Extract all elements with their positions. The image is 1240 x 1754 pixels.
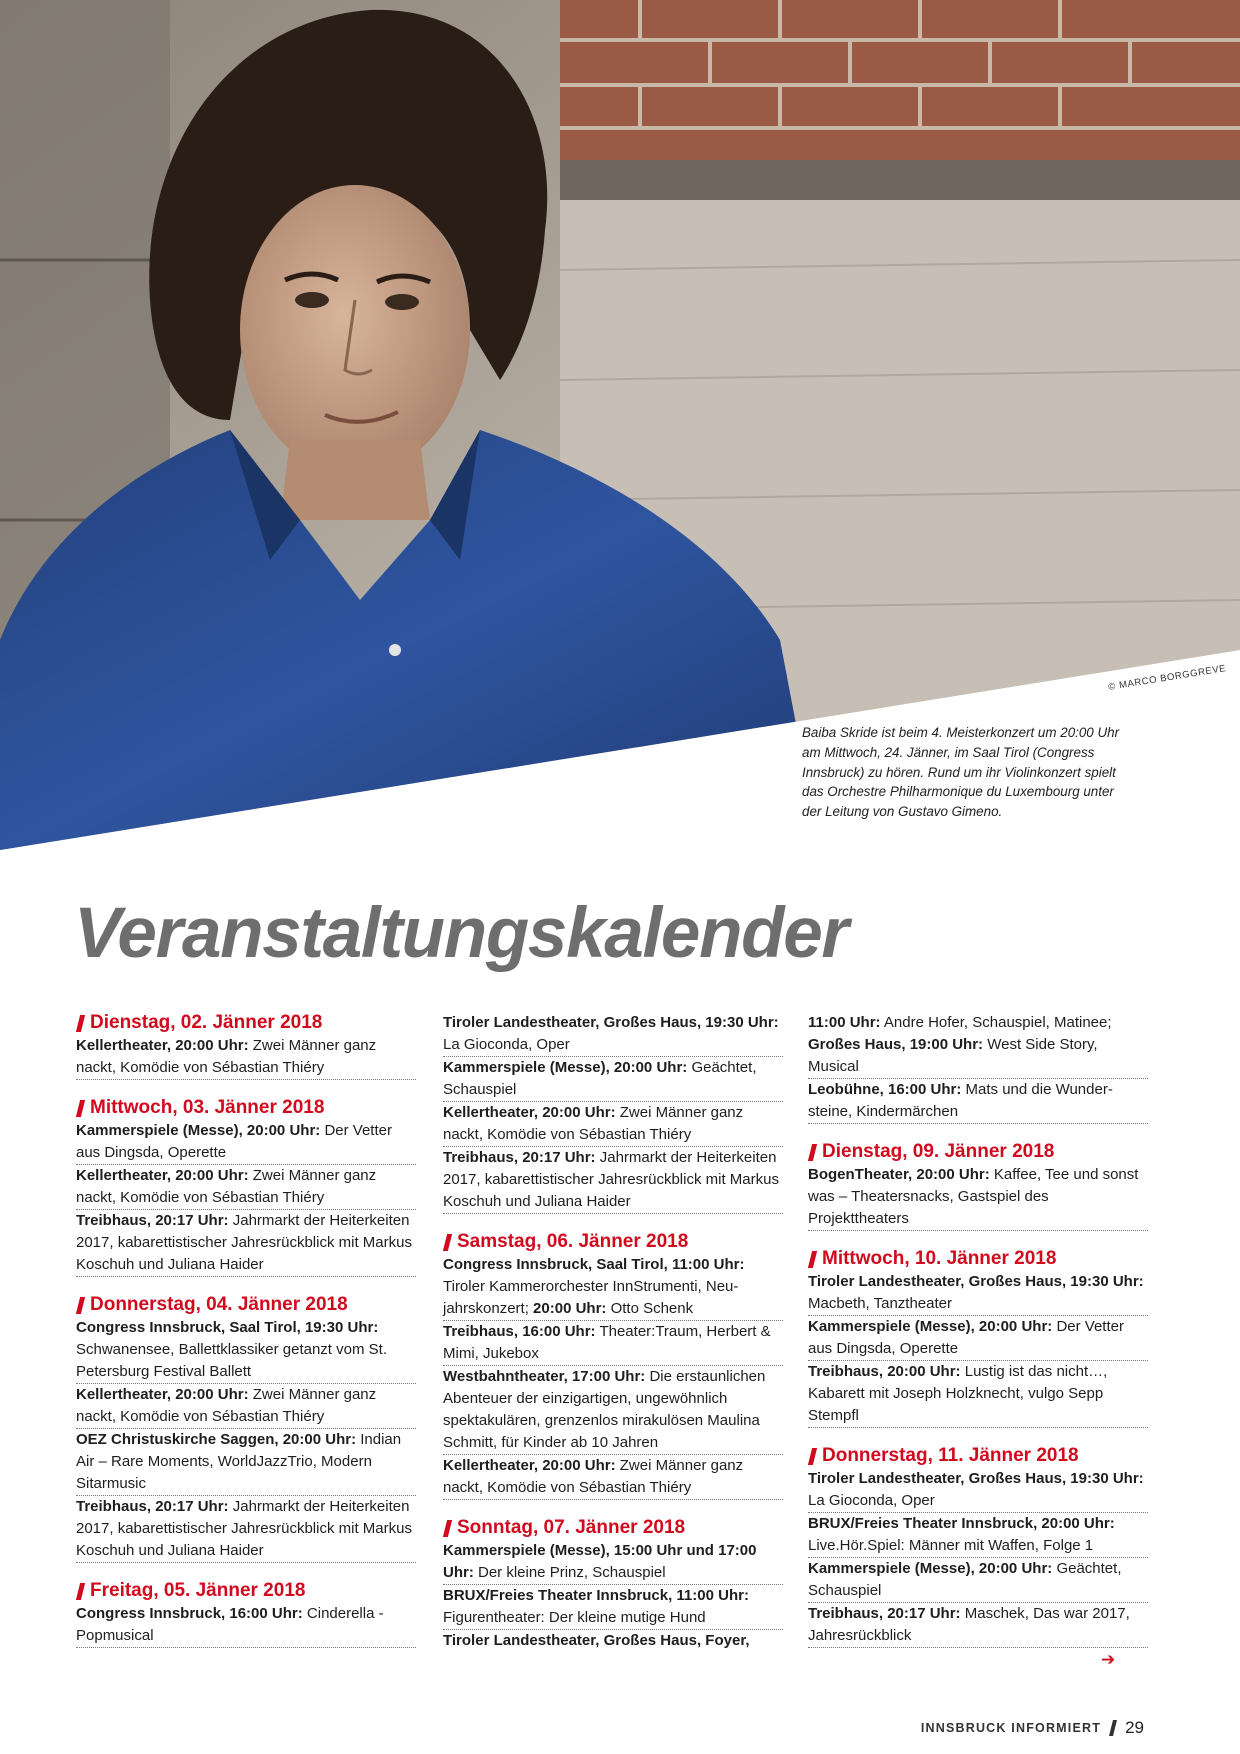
event-entry: Kellertheater, 20:00 Uhr: Zwei Männer ganz nackt, Komödie von Sébastian Thiéry xyxy=(443,1455,783,1500)
event-entry: BRUX/Freies Theater Innsbruck, 20:00 Uhr: Live.Hör.Spiel: Männer mit Waffen, Folge 1 xyxy=(808,1513,1148,1558)
event-entry: Kammerspiele (Messe), 20:00 Uhr: Geächtet, Schauspiel xyxy=(443,1057,783,1102)
day-heading: Samstag, 06. Jänner 2018 xyxy=(443,1230,783,1254)
slash-icon xyxy=(76,1100,85,1117)
calendar-column-1 xyxy=(76,1011,416,1664)
day-block xyxy=(808,1247,1148,1428)
event-entry: Kellertheater, 20:00 Uhr: Zwei Männer ganz nackt, Komödie von Sébastian Thiéry xyxy=(76,1384,416,1429)
slash-icon xyxy=(1109,1720,1117,1736)
event-entry: Treibhaus, 20:17 Uhr: Maschek, Das war 2017, Jahresrückblick xyxy=(808,1603,1148,1648)
event-entry: Congress Innsbruck, Saal Tirol, 11:00 Uhr: Tiroler Kammerorchester InnStrumenti, Neujahrskonzert; 20:00 Uhr: Otto Schenk xyxy=(443,1254,783,1321)
day-block xyxy=(76,1096,416,1277)
slash-icon xyxy=(443,1234,452,1251)
event-entry: Westbahntheater, 17:00 Uhr: Die erstaunlichen Abenteuer der einzigartigen, ungewöhnlich spektakulären, grenzenlos mirakulösen Maulina Schmitt, für Kinder ab 10 Jahren xyxy=(443,1366,783,1455)
slash-icon xyxy=(808,1144,817,1161)
page-footer xyxy=(921,1718,1144,1738)
event-entry: Treibhaus, 16:00 Uhr: Theater:Traum, Herbert & Mimi, Jukebox xyxy=(443,1321,783,1366)
event-entry: Tiroler Landestheater, Großes Haus, 19:30 Uhr: La Gioconda, Oper xyxy=(808,1468,1148,1513)
publication-name: INNSBRUCK INFORMIERT xyxy=(920,1721,1102,1735)
event-entry: Tiroler Landestheater, Großes Haus, 19:30 Uhr: Macbeth, Tanztheater xyxy=(808,1271,1148,1316)
day-block xyxy=(443,1516,783,1652)
event-entry: Leobühne, 16:00 Uhr: Mats und die Wundersteine, Kindermärchen xyxy=(808,1079,1148,1124)
day-heading: Dienstag, 09. Jänner 2018 xyxy=(808,1140,1148,1164)
event-entry: Kammerspiele (Messe), 20:00 Uhr: Geächtet, Schauspiel xyxy=(808,1558,1148,1603)
day-block xyxy=(76,1579,416,1648)
event-entry: Kellertheater, 20:00 Uhr: Zwei Männer ganz nackt, Komödie von Sébastian Thiéry xyxy=(76,1165,416,1210)
slash-icon xyxy=(808,1251,817,1268)
event-entry: Treibhaus, 20:00 Uhr: Lustig ist das nicht…, Kabarett mit Joseph Holzknecht, vulgo Sepp Stempfl xyxy=(808,1361,1148,1428)
event-entry: Tiroler Landestheater, Großes Haus, Foyer, xyxy=(443,1632,750,1649)
day-heading: Freitag, 05. Jänner 2018 xyxy=(76,1579,416,1603)
day-block xyxy=(76,1011,416,1080)
event-entry: Congress Innsbruck, 16:00 Uhr: Cinderella - Popmusical xyxy=(76,1603,416,1648)
calendar-column-3 xyxy=(808,1012,1148,1664)
event-entry: Treibhaus, 20:17 Uhr: Jahrmarkt der Heiterkeiten 2017, kabarettistischer Jahresrückblick mit Markus Koschuh und Juliana Haider xyxy=(76,1210,416,1277)
slash-icon xyxy=(808,1448,817,1465)
event-entry: Tiroler Landestheater, Großes Haus, 19:30 Uhr: La Gioconda, Oper xyxy=(443,1012,783,1057)
event-entry: Kellertheater, 20:00 Uhr: Zwei Männer ganz nackt, Komödie von Sébastian Thiéry xyxy=(76,1035,416,1080)
event-entry: Treibhaus, 20:17 Uhr: Jahrmarkt der Heiterkeiten 2017, kabarettistischer Jahresrückblick mit Markus Koschuh und Juliana Haider xyxy=(76,1496,416,1563)
day-block-continued xyxy=(443,1012,783,1214)
slash-icon xyxy=(443,1520,452,1537)
event-entry: 11:00 Uhr: Andre Hofer, Schauspiel, Matinee; Großes Haus, 19:00 Uhr: West Side Story, Musical xyxy=(808,1012,1148,1079)
day-heading: Mittwoch, 03. Jänner 2018 xyxy=(76,1096,416,1120)
day-block-continued xyxy=(808,1012,1148,1124)
event-entry: Kammerspiele (Messe), 20:00 Uhr: Der Vetter aus Dingsda, Operette xyxy=(76,1120,416,1165)
photo-credit: © MARCO BORGGREVE xyxy=(1107,663,1227,693)
photo-caption: Baiba Skride ist beim 4. Meisterkonzert um 20:00 Uhr am Mittwoch, 24. Jänner, im Saal Tirol (Congress Innsbruck) zu hören. Rund um ihr Violinkonzert spielt das Orchestre Philharmonique du Luxembourg unter der Leitung von Gustavo Gimeno. xyxy=(802,725,1120,820)
day-heading: Mittwoch, 10. Jänner 2018 xyxy=(808,1247,1148,1271)
event-entry: OEZ Christuskirche Saggen, 20:00 Uhr: Indian Air – Rare Moments, WorldJazzTrio, Modern Sitarmusic xyxy=(76,1429,416,1496)
page-number: 29 xyxy=(1125,1718,1144,1737)
page-title: Veranstaltungskalender xyxy=(74,894,848,973)
slash-icon xyxy=(76,1297,85,1314)
event-entry: Treibhaus, 20:17 Uhr: Jahrmarkt der Heiterkeiten 2017, kabarettistischer Jahresrückblick mit Markus Koschuh und Juliana Haider xyxy=(443,1147,783,1214)
day-block xyxy=(76,1293,416,1563)
event-entry: BogenTheater, 20:00 Uhr: Kaffee, Tee und sonst was – Theatersnacks, Gastspiel des Projekttheaters xyxy=(808,1164,1148,1231)
event-entry: Kellertheater, 20:00 Uhr: Zwei Männer ganz nackt, Komödie von Sébastian Thiéry xyxy=(443,1102,783,1147)
day-block xyxy=(808,1444,1148,1648)
day-block xyxy=(808,1140,1148,1231)
event-entry: BRUX/Freies Theater Innsbruck, 11:00 Uhr: Figurentheater: Der kleine mutige Hund xyxy=(443,1585,783,1630)
continue-arrow-icon: ➔ xyxy=(1101,1650,1116,1669)
slash-icon xyxy=(76,1015,85,1032)
day-block xyxy=(443,1230,783,1500)
event-entry: Kammerspiele (Messe), 20:00 Uhr: Der Vetter aus Dingsda, Operette xyxy=(808,1316,1148,1361)
event-entry: Kammerspiele (Messe), 15:00 Uhr und 17:00 Uhr: Der kleine Prinz, Schauspiel xyxy=(443,1540,783,1585)
day-heading: Sonntag, 07. Jänner 2018 xyxy=(443,1516,783,1540)
event-entry: Congress Innsbruck, Saal Tirol, 19:30 Uhr: Schwanensee, Ballettklassiker getanzt vom St. Petersburg Festival Ballett xyxy=(76,1317,416,1384)
day-heading: Donnerstag, 04. Jänner 2018 xyxy=(76,1293,416,1317)
slash-icon xyxy=(76,1583,85,1600)
day-heading: Dienstag, 02. Jänner 2018 xyxy=(76,1011,416,1035)
calendar-column-2 xyxy=(443,1012,783,1668)
day-heading: Donnerstag, 11. Jänner 2018 xyxy=(808,1444,1148,1468)
